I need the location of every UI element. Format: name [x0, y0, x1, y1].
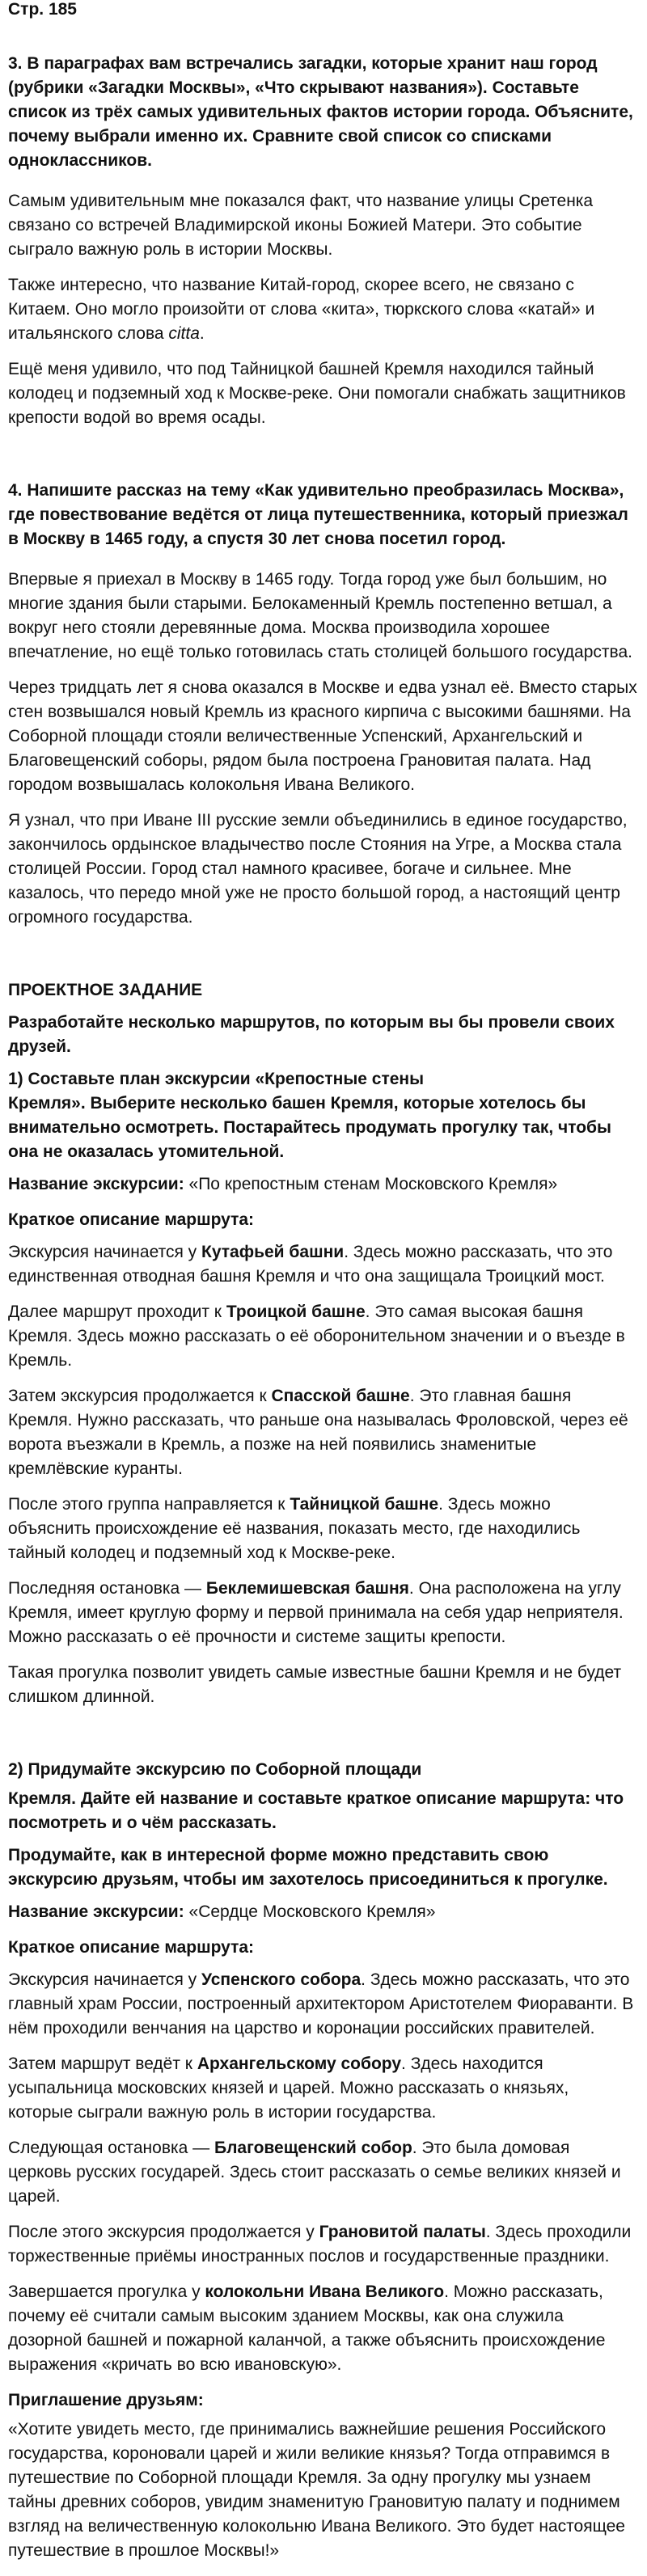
route2-desc-label: Краткое описание маршрута: — [8, 1938, 255, 1957]
route2-heading-line2: Кремля. Дайте ей название и составьте краткое описание маршрута: что посмотреть и о чём рассказать. — [8, 1789, 624, 1832]
task3-paragraph-1: Самым удивительным мне показался факт, что название улицы Сретенка связано со встречей Владимирской иконы Божией Матери. Это событие сыграло важную роль в истории Москвы. — [8, 192, 594, 259]
text: . Это самая высокая башня Кремля. Здесь можно рассказать о её оборонительном значении и о въезде в Кремль. — [8, 1303, 625, 1370]
route2-stop-2 — [8, 2052, 637, 2125]
page-number: Стр. 185 — [8, 0, 77, 19]
route1-summary: Такая прогулка позволит увидеть самые известные башни Кремля и не будет слишком длинной. — [8, 1663, 622, 1706]
tower-name: Беклемишевская башня — [205, 1579, 409, 1598]
text: . Она расположена на углу Кремля, имеет круглую форму и первой принимала на себя удар неприятеля. Можно рассказать о её прочности и системе защиты крепости. — [8, 1579, 624, 1646]
route1-name — [8, 1172, 637, 1197]
route1-stop-5 — [8, 1577, 637, 1649]
place-name: Архангельскому собору — [197, 2054, 402, 2073]
text: Экскурсия начинается у — [8, 1243, 201, 1261]
route2-invite-text: «Хотите увидеть место, где принимались важнейшие решения Российского государства, короновали царей и жили великие князья? Тогда отправимся в путешествие по Соборной площади Кремля. За одну прогулку мы узнаем тайны древних соборов, увидим знаменитую Грановитую палату и поднимем взгляд на величественную колокольню Ивана Великого. Это будет настоящее путешествие в прошлое Москвы!» — [8, 2420, 625, 2560]
place-name: Благовещенский собор — [214, 2139, 412, 2157]
route2-stop-1 — [8, 1968, 637, 2041]
place-name: Грановитой палаты — [319, 2223, 486, 2241]
text: . Здесь можно объяснить происхождение её названия, показать место, где находились тайный колодец и подземный ход к Москве-реке. — [8, 1495, 581, 1562]
route1-heading-line2: Кремля». Выберите несколько башен Кремля, которые хотелось бы внимательно осмотреть. Постарайтесь продумать прогулку так, чтобы она не оказалась утомительной. — [8, 1094, 611, 1161]
text: . Здесь можно рассказать, что это главный храм России, построенный архитектором Аристотелем Фиораванти. В нём проходили венчания на царство и коронации российских правителей. — [8, 1970, 634, 2038]
spacer — [8, 941, 637, 978]
text: Затем экскурсия продолжается к — [8, 1387, 272, 1405]
route2-name-value: «Сердце Московского Кремля» — [184, 1902, 436, 1921]
task4-paragraph-3: Я узнал, что при Иване III русские земли объединились в единое государство, закончилось ордынское владычество после Стояния на Угре, а Москва стала столицей России. Город стал намного красивее, богаче и сильнее. Мне казалось, что передо мной уже не просто большой город, а настоящий центр огромного государства. — [8, 811, 628, 927]
project-title: ПРОЕКТНОЕ ЗАДАНИЕ — [8, 981, 203, 999]
spacer — [8, 441, 637, 479]
task4-paragraph-1: Впервые я приехал в Москву в 1465 году. Тогда город уже был большим, но многие здания были старыми. Белокаменный Кремль постепенно ветшал, а вокруг него стояли деревянные дома. Москва производила хорошее впечатление, но ещё только готовилась стать столицей большого государства. — [8, 570, 632, 661]
route1-stop-2 — [8, 1300, 637, 1373]
route2-name-label: Название экскурсии: — [8, 1902, 184, 1921]
route2-invite-label: Приглашение друзьям: — [8, 2391, 204, 2409]
text: После этого экскурсия продолжается у — [8, 2223, 319, 2241]
place-name: Успенского собора — [201, 1970, 362, 1989]
spacer — [8, 1721, 637, 1758]
tower-name: Троицкой башне — [226, 1303, 366, 1321]
text: . Здесь можно рассказать, что это единственная отводная башня Кремля и что она защищала Троицкий мост. — [8, 1243, 613, 1286]
route2-heading-line1: 2) Придумайте экскурсию по Соборной площади — [8, 1760, 422, 1779]
place-name: колокольни Ивана Великого — [205, 2283, 445, 2301]
task4-paragraph-2: Через тридцать лет я снова оказался в Москве и едва узнал её. Вместо старых стен возвышался новый Кремль из красного кирпича с высокими башнями. На Соборной площади стояли величественные Успенский, Архангельский и Благовещенский соборы, рядом была построена Грановитая палата. Над городом возвышалась колокольня Ивана Великого. — [8, 678, 637, 794]
text: . Это главная башня Кремля. Нужно рассказать, что раньше она называлась Фроловской, через её ворота въезжали в Кремль, а позже на ней появились знаменитые кремлёвские куранты. — [8, 1387, 628, 1478]
tower-name: Кутафьей башни — [201, 1243, 345, 1261]
text: Затем маршрут ведёт к — [8, 2054, 197, 2073]
text: Последняя остановка — — [8, 1579, 206, 1598]
italian-word: citta — [168, 324, 200, 343]
route1-stop-1 — [8, 1240, 637, 1289]
task3-p2-text: Также интересно, что название Китай-город, скорее всего, не связано с Китаем. Оно могло произойти от слова «кита», тюркского слова «катай» и итальянского слова — [8, 276, 595, 343]
route2-stop-3 — [8, 2136, 637, 2209]
text: Экскурсия начинается у — [8, 1970, 201, 1989]
tower-name: Спасской башне — [271, 1387, 410, 1405]
text: Далее маршрут проходит к — [8, 1303, 226, 1321]
route1-name-value: «По крепостным стенам Московского Кремля» — [184, 1175, 558, 1193]
project-intro: Разработайте несколько маршрутов, по которым вы бы провели своих друзей. — [8, 1013, 615, 1056]
task3-p2-end: . — [199, 324, 205, 343]
route2-stop-5 — [8, 2280, 637, 2377]
text: После этого группа направляется к — [8, 1495, 290, 1514]
text: Следующая остановка — — [8, 2139, 214, 2157]
text: Завершается прогулка у — [8, 2283, 205, 2301]
task3-paragraph-3: Ещё меня удивило, что под Тайницкой башней Кремля находился тайный колодец и подземный ход к Москве-реке. Они помогали снабжать защитников крепости водой во время осады. — [8, 360, 626, 427]
task4-question: 4. Напишите рассказ на тему «Как удивительно преобразилась Москва», где повествование ведётся от лица путешественника, который приезжал в Москву в 1465 году, а спустя 30 лет снова посетил город. — [8, 481, 628, 548]
route1-desc-label: Краткое описание маршрута: — [8, 1210, 255, 1229]
text: . Здесь находится усыпальница московских князей и царей. Можно рассказать о князьях, которые сыграли важную роль в истории государства. — [8, 2054, 569, 2122]
route1-stop-4 — [8, 1493, 637, 1565]
text: . Можно рассказать, почему её считали самым высоким зданием Москвы, как она служила дозорной башней и пожарной каланчой, а также объяснить происхождение выражения «кричать во всю ивановскую». — [8, 2283, 606, 2374]
route1-stop-3 — [8, 1384, 637, 1481]
route1-heading-line1: 1) Составьте план экскурсии «Крепостные стены — [8, 1070, 425, 1088]
text: . Это была домовая церковь русских государей. Здесь стоит рассказать о семье великих князей и царей. — [8, 2139, 621, 2206]
tower-name: Тайницкой башне — [290, 1495, 439, 1514]
route1-name-label: Название экскурсии: — [8, 1175, 184, 1193]
text: . Здесь проходили торжественные приёмы иностранных послов и государственные праздники. — [8, 2223, 632, 2266]
route2-heading-line3: Продумайте, как в интересной форме можно представить свою экскурсию друзьям, чтобы им захотелось присоединиться к прогулке. — [8, 1846, 608, 1889]
task3-question: 3. В параграфах вам встречались загадки, которые хранит наш город (рубрики «Загадки Москвы», «Что скрывают названия»). Составьте список из трёх самых удивительных фактов истории города. Объясните, почему выбрали именно их. Сравните свой список со списками одноклассников. — [8, 54, 633, 170]
task3-paragraph-2 — [8, 273, 637, 346]
route2-stop-4 — [8, 2220, 637, 2269]
route2-name — [8, 1900, 637, 1924]
